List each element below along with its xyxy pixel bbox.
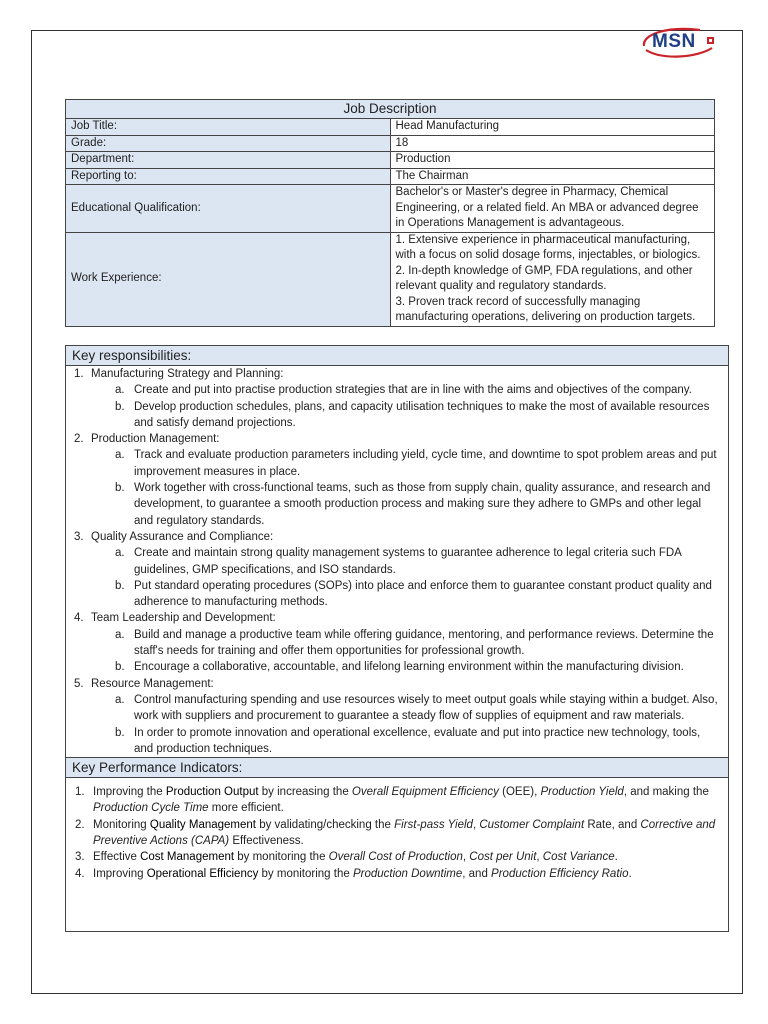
responsibility-sub-item bbox=[91, 627, 728, 660]
company-logo bbox=[638, 24, 720, 60]
sub-item-letter: a. bbox=[115, 384, 125, 397]
job-description-title: Job Description bbox=[66, 100, 715, 119]
sub-item-letter: a. bbox=[115, 628, 125, 641]
responsibility-sub-item bbox=[91, 480, 728, 529]
sub-item-letter: a. bbox=[115, 547, 125, 560]
work-experience-value bbox=[390, 232, 715, 326]
department-value: Production bbox=[390, 152, 715, 169]
responsibility-sub-list bbox=[91, 447, 728, 528]
responsibility-title: Quality Assurance and Compliance: bbox=[91, 530, 274, 543]
sub-item-text: Build and manage a productive team while offering guidance, mentoring, and performance reviews. Determine the staff's needs for training and offer them opportunities for professional growth. bbox=[134, 628, 714, 658]
responsibility-number: 4. bbox=[74, 612, 84, 625]
sub-item-letter: b. bbox=[115, 661, 125, 674]
kpi-item bbox=[66, 817, 728, 850]
responsibilities-box bbox=[65, 345, 729, 932]
job-title-value: Head Manufacturing bbox=[390, 119, 715, 136]
grade-value: 18 bbox=[390, 135, 715, 152]
kpi-text: , bbox=[536, 851, 543, 864]
education-value: Bachelor's or Master's degree in Pharmacy, Chemical Engineering, or a related field. An MBA or advanced degree in Operations Management is advantageous. bbox=[390, 185, 715, 233]
responsibility-item bbox=[66, 431, 728, 529]
responsibility-sub-list bbox=[91, 382, 728, 431]
kpi-number: 4. bbox=[75, 867, 85, 880]
responsibility-sub-item bbox=[91, 692, 728, 725]
work-experience-line: 1. Extensive experience in pharmaceutical manufacturing, with a focus on solid dosage forms, injectables, or biologics. bbox=[395, 233, 701, 261]
kpi-text: , and making the bbox=[623, 786, 709, 799]
responsibility-number: 5. bbox=[74, 677, 84, 690]
sub-item-text: Control manufacturing spending and use resources wisely to meet output goals while staying within a budget. Also, work with suppliers and procurement to guarantee a steady flow of supplies of equipment and raw materials. bbox=[134, 693, 718, 723]
key-responsibilities-heading: Key responsibilities: bbox=[66, 346, 728, 366]
kpi-text: by increasing the bbox=[258, 786, 352, 799]
kpi-bold-term: Operational Efficiency bbox=[146, 867, 259, 880]
responsibility-sub-item bbox=[91, 578, 728, 611]
responsibility-number: 1. bbox=[74, 368, 84, 380]
work-experience-line: 2. In-depth knowledge of GMP, FDA regulations, and other relevant quality and regulatory standards. bbox=[395, 264, 693, 292]
reporting-to-value: The Chairman bbox=[390, 168, 715, 185]
kpi-text: , bbox=[472, 818, 480, 831]
kpi-metric-term: Corrective and Preventive Actions (CAPA) bbox=[93, 818, 716, 848]
responsibility-title: Production Management: bbox=[91, 433, 220, 446]
kpi-metric-term: Production Yield bbox=[540, 786, 624, 799]
logo-square-icon bbox=[707, 37, 714, 44]
responsibility-sub-list bbox=[91, 692, 728, 757]
kpi-bold-term: Production Output bbox=[165, 786, 259, 799]
kpi-text: (OEE), bbox=[498, 786, 541, 799]
sub-item-text: Develop production schedules, plans, and capacity utilisation techniques to make the most of available resources and satisfy demand projections. bbox=[134, 400, 710, 429]
kpi-text: more efficient. bbox=[208, 802, 284, 815]
job-description-table bbox=[65, 99, 715, 327]
responsibility-item bbox=[66, 676, 728, 757]
kpi-metric-term: Production Downtime bbox=[352, 867, 463, 880]
kpi-metric-term: Overall Cost of Production bbox=[328, 851, 463, 864]
job-title-label: Job Title: bbox=[66, 119, 391, 136]
sub-item-text: Create and maintain strong quality management systems to guarantee adherence to legal criteria such FDA guidelines, GMP specifications, and ISO standards. bbox=[134, 547, 682, 576]
kpi-text: , bbox=[462, 851, 470, 864]
responsibility-title: Manufacturing Strategy and Planning: bbox=[91, 368, 284, 380]
kpi-text: Effectiveness. bbox=[229, 835, 304, 848]
responsibility-sub-list bbox=[91, 627, 728, 676]
kpi-text: Improving the bbox=[93, 786, 166, 799]
responsibility-title: Team Leadership and Development: bbox=[91, 612, 276, 625]
responsibility-sub-item bbox=[91, 399, 728, 432]
work-experience-label: Work Experience: bbox=[66, 232, 391, 326]
responsibility-number: 3. bbox=[74, 530, 84, 543]
kpi-text: Rate, and bbox=[584, 818, 641, 831]
work-experience-line: 3. Proven track record of successfully managing manufacturing operations, delivering on production targets. bbox=[395, 295, 696, 323]
kpi-text: . bbox=[614, 851, 618, 864]
sub-item-letter: a. bbox=[115, 693, 125, 706]
kpi-item bbox=[66, 784, 728, 817]
responsibility-item bbox=[66, 610, 728, 675]
reporting-to-label: Reporting to: bbox=[66, 168, 391, 185]
kpi-metric-term: Cost per Unit bbox=[469, 851, 537, 864]
responsibility-sub-item bbox=[91, 545, 728, 578]
education-label: Educational Qualification: bbox=[66, 185, 391, 233]
sub-item-letter: b. bbox=[115, 482, 125, 495]
sub-item-text: Encourage a collaborative, accountable, and lifelong learning environment within the manufacturing division. bbox=[134, 661, 684, 674]
responsibility-number: 2. bbox=[74, 433, 84, 446]
sub-item-letter: b. bbox=[115, 400, 125, 413]
department-label: Department: bbox=[66, 152, 391, 169]
responsibility-item bbox=[66, 366, 728, 431]
kpi-text: by monitoring the bbox=[234, 851, 329, 864]
kpi-metric-term: Overall Equipment Efficiency bbox=[351, 786, 499, 799]
kpi-metric-term: Customer Complaint bbox=[479, 818, 585, 831]
kpi-metric-term: Production Efficiency Ratio bbox=[491, 867, 629, 880]
kpi-text: Improving bbox=[93, 867, 147, 880]
kpi-bold-term: Cost Management bbox=[140, 851, 235, 864]
kpi-item bbox=[66, 849, 728, 865]
kpi-metric-term: Production Cycle Time bbox=[93, 802, 209, 815]
responsibility-sub-list bbox=[91, 545, 728, 610]
kpi-list bbox=[66, 778, 728, 882]
kpi-bold-term: Quality Management bbox=[149, 818, 257, 831]
logo-text: MSN bbox=[652, 31, 696, 52]
sub-item-text: Work together with cross-functional teams, such as those from supply chain, quality assurance, and research and development, to guarantee a smooth production process and making sure they adhere to GMPs and other legal and regulatory standards. bbox=[134, 482, 711, 527]
responsibility-sub-item bbox=[91, 659, 728, 675]
sub-item-letter: b. bbox=[115, 579, 125, 592]
kpi-text: . bbox=[628, 867, 632, 880]
responsibilities-list bbox=[66, 366, 728, 757]
kpi-metric-term: Cost Variance bbox=[542, 851, 615, 864]
responsibility-sub-item bbox=[91, 447, 728, 480]
responsibility-sub-item bbox=[91, 382, 728, 398]
sub-item-text: Track and evaluate production parameters including yield, cycle time, and downtime to spot problem areas and put improvement measures in place. bbox=[134, 449, 717, 478]
kpi-number: 1. bbox=[75, 786, 85, 799]
sub-item-text: Put standard operating procedures (SOPs) into place and enforce them to guarantee constant product quality and adherence to manufacturing methods. bbox=[134, 579, 712, 609]
kpi-item bbox=[66, 866, 728, 882]
sub-item-letter: a. bbox=[115, 449, 125, 462]
responsibility-sub-item bbox=[91, 725, 728, 758]
kpi-text: Effective bbox=[93, 851, 141, 864]
kpi-text: by validating/checking the bbox=[256, 818, 395, 831]
kpi-heading: Key Performance Indicators: bbox=[66, 757, 728, 778]
kpi-number: 3. bbox=[75, 851, 85, 864]
kpi-text: , and bbox=[462, 867, 492, 880]
kpi-text: Monitoring bbox=[93, 818, 150, 831]
kpi-text: by monitoring the bbox=[258, 867, 353, 880]
sub-item-letter: b. bbox=[115, 726, 125, 739]
responsibility-item bbox=[66, 529, 728, 610]
responsibility-title: Resource Management: bbox=[91, 677, 214, 690]
kpi-metric-term: First-pass Yield bbox=[394, 818, 473, 831]
kpi-number: 2. bbox=[75, 818, 85, 831]
sub-item-text: In order to promote innovation and operational excellence, evaluate and put into practice new technology, tools, and production techniques. bbox=[134, 726, 701, 755]
grade-label: Grade: bbox=[66, 135, 391, 152]
sub-item-text: Create and put into practise production strategies that are in line with the aims and objectives of the company. bbox=[134, 384, 692, 397]
